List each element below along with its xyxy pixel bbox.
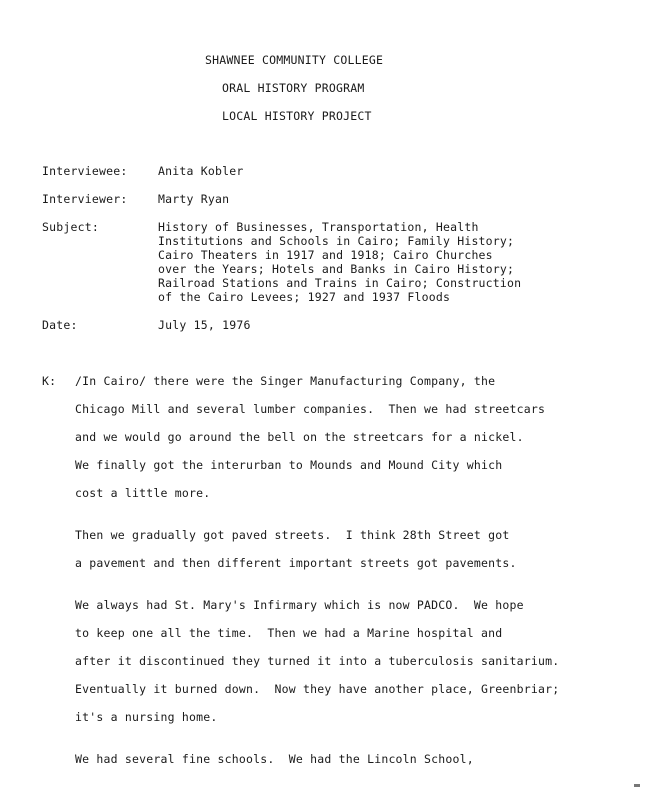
- header-college: SHAWNEE COMMUNITY COLLEGE: [205, 53, 384, 67]
- header-program: ORAL HISTORY PROGRAM: [222, 81, 365, 95]
- subject-line-1: History of Businesses, Transportation, Health: [158, 220, 479, 234]
- transcript-line: We had several fine schools. We had the Lincoln School,: [75, 752, 474, 766]
- interviewee-label: Interviewee:: [42, 164, 128, 178]
- subject-label: Subject:: [42, 220, 99, 234]
- transcript-line: We finally got the interurban to Mounds and Mound City which: [75, 458, 503, 472]
- transcript-line: after it discontinued they turned it into a tuberculosis sanitarium.: [75, 654, 560, 668]
- transcript-line: We always had St. Mary's Infirmary which is now PADCO. We hope: [75, 598, 524, 612]
- subject-line-6: of the Cairo Levees; 1927 and 1937 Floods: [158, 290, 451, 304]
- date-value: July 15, 1976: [158, 318, 251, 332]
- transcript-line: Chicago Mill and several lumber companies. Then we had streetcars: [75, 402, 546, 416]
- interviewer-value: Marty Ryan: [158, 192, 230, 206]
- subject-line-3: Cairo Theaters in 1917 and 1918; Cairo Churches: [158, 248, 493, 262]
- subject-line-5: Railroad Stations and Trains in Cairo; Construction: [158, 276, 522, 290]
- subject-line-4: over the Years; Hotels and Banks in Cairo History;: [158, 262, 515, 276]
- speaker-label: K:: [42, 374, 57, 388]
- transcript-line: cost a little more.: [75, 486, 211, 500]
- scan-artifact: [634, 784, 640, 787]
- interviewee-value: Anita Kobler: [158, 164, 244, 178]
- transcript-line: and we would go around the bell on the streetcars for a nickel.: [75, 430, 524, 444]
- header-project: LOCAL HISTORY PROJECT: [222, 109, 372, 123]
- transcript-line: a pavement and then different important streets got pavements.: [75, 556, 517, 570]
- transcript-line: it's a nursing home.: [75, 710, 218, 724]
- date-label: Date:: [42, 318, 78, 332]
- transcript-line: to keep one all the time. Then we had a Marine hospital and: [75, 626, 503, 640]
- interviewer-label: Interviewer:: [42, 192, 128, 206]
- transcript-line: /In Cairo/ there were the Singer Manufacturing Company, the: [75, 374, 496, 388]
- subject-line-2: Institutions and Schools in Cairo; Family History;: [158, 234, 515, 248]
- transcript-line: Then we gradually got paved streets. I think 28th Street got: [75, 528, 510, 542]
- transcript-line: Eventually it burned down. Now they have another place, Greenbriar;: [75, 682, 560, 696]
